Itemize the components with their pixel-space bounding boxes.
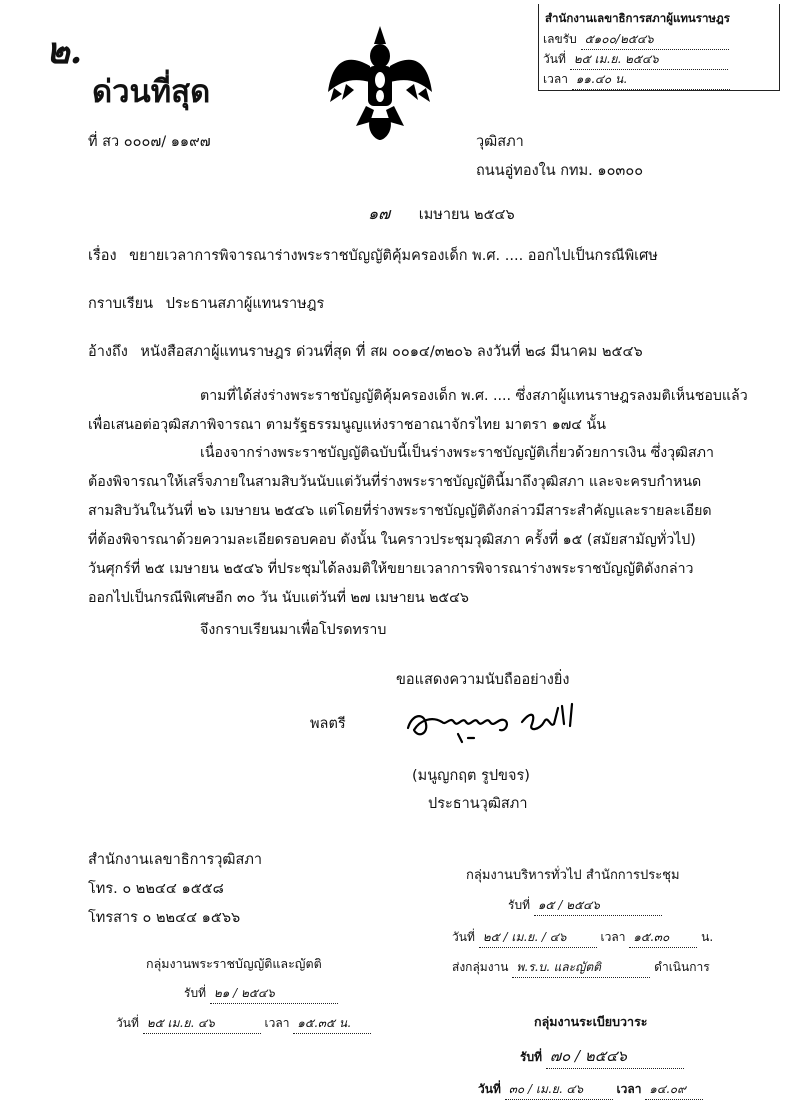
salutation-line: [88, 292, 324, 315]
body-line: เพื่อเสนอต่อวุฒิสภาพิจารณา ตามรัฐธรรมนูญแห่งราชอาณาจักรไทย มาตรา ๑๗๔ นั้น: [88, 417, 606, 433]
stamp-agenda-time-label: เวลา: [616, 1082, 642, 1096]
receipt-stamp-row: [543, 70, 730, 90]
stamp-meeting-received: [508, 896, 662, 916]
receipt-stamp-label: เลขรับ: [543, 32, 577, 46]
document-number: ที่ สว ๐๐๐๗/ ๑๑๙๗: [88, 134, 211, 150]
garuda-emblem: [326, 22, 434, 142]
stamp-bill-received-label: รับที่: [184, 986, 206, 1000]
body-line: ออกไปเป็นกรณีพิเศษอีก ๓๐ วัน นับแต่วันที่ ๒๗ เมษายน ๒๕๔๖: [88, 590, 469, 606]
body-line: ต้องพิจารณาให้เสร็จภายในสามสิบวันนับแต่วันที่ร่างพระราชบัญญัตินี้มาถึงวุฒิสภา และจะครบกำหนด: [88, 474, 702, 490]
stamp-bill-date-label: วันที่: [116, 1016, 139, 1030]
subject-text: ขยายเวลาการพิจารณาร่างพระราชบัญญัติคุ้มครองเด็ก พ.ศ. .... ออกไปเป็นกรณีพิเศษ: [129, 248, 658, 264]
stamp-bill-received: [184, 984, 338, 1004]
reference-label: อ้างถึง: [88, 344, 128, 360]
stamp-agenda-date-label: วันที่: [478, 1082, 501, 1096]
subject-line: [88, 244, 658, 267]
stamp-meeting-send-label: ส่งกลุ่มงาน: [452, 960, 509, 974]
salutation-text: ประธานสภาผู้แทนราษฎร: [165, 296, 325, 312]
stamp-agenda-title: กลุ่มงานระเบียบวาระ: [534, 1014, 648, 1029]
body-line: จึงกราบเรียนมาเพื่อโปรดทราบ: [200, 622, 387, 638]
date-month-year: เมษายน ๒๕๔๖: [418, 207, 515, 223]
stamp-agenda-received-value: ๗๐ / ๒๕๔๖: [546, 1044, 684, 1069]
receipt-stamp-row: [543, 30, 729, 50]
reference-text: หนังสือสภาผู้แทนราษฎร ด่วนที่สุด ที่ สผ ๐๐๑๔/๓๒๐๖ ลงวันที่ ๒๘ มีนาคม ๒๕๔๖: [140, 344, 643, 360]
stamp-meeting-date: [452, 928, 713, 948]
footer-office: สำนักงานเลขาธิการวุฒิสภา: [88, 852, 263, 868]
stamp-meeting-date-label: วันที่: [452, 930, 475, 944]
footer-phone: โทร. ๐ ๒๒๔๔ ๑๕๕๘: [88, 881, 224, 897]
body-line: ที่ต้องพิจารณาด้วยความละเอียดรอบคอบ ดังนั้น ในคราวประชุมวุฒิสภา ครั้งที่ ๑๕ (สมัยสามัญทั่วไป): [88, 532, 696, 548]
stamp-meeting-time-value: ๑๕.๓๐: [629, 928, 697, 948]
date-day: ๑๗: [368, 204, 391, 223]
stamp-agenda-date-value: ๓๐ / เม.ย. ๔๖: [505, 1080, 613, 1100]
stamp-bill-date-value: ๒๕ เม.ย. ๔๖: [143, 1014, 261, 1034]
body-line: ตามที่ได้ส่งร่างพระราชบัญญัติคุ้มครองเด็ก พ.ศ. .... ซึ่งสภาผู้แทนราษฎรลงมติเห็นชอบแล้ว: [200, 388, 748, 404]
signer-rank: พลตรี: [310, 716, 346, 732]
body-line: วันศุกร์ที่ ๒๕ เมษายน ๒๕๔๖ ที่ประชุมได้ลงมติให้ขยายเวลาการพิจารณาร่างพระราชบัญญัติดังกล่าว: [88, 561, 694, 577]
reference-line: [88, 340, 643, 363]
receipt-stamp-label: วันที่: [543, 52, 566, 66]
stamp-bill-date: [116, 1014, 371, 1034]
signer-position: ประธานวุฒิสภา: [428, 796, 528, 812]
stamp-meeting-received-value: ๑๕ / ๒๕๔๖: [534, 896, 662, 916]
stamp-meeting-time-suffix: น.: [701, 930, 714, 944]
stamp-agenda-date: [478, 1080, 703, 1100]
receipt-stamp-value: ๑๑.๔๐ น.: [572, 70, 730, 90]
sender-address: ถนนอู่ทองใน กทม. ๑๐๓๐๐: [476, 163, 644, 179]
stamp-meeting-time-label: เวลา: [600, 930, 626, 944]
corner-handwritten-mark: ๒.: [46, 30, 83, 72]
footer-fax: โทรสาร ๐ ๒๒๔๔ ๑๕๖๖: [88, 910, 241, 926]
stamp-meeting-action-label: ดำเนินการ: [654, 960, 710, 974]
body-line: เนื่องจากร่างพระราชบัญญัติฉบับนี้เป็นร่างพระราชบัญญัติเกี่ยวด้วยการเงิน ซึ่งวุฒิสภา: [200, 445, 714, 461]
stamp-meeting-send: [452, 958, 710, 978]
receipt-stamp-row: [543, 50, 728, 70]
receipt-stamp-top: [538, 4, 780, 91]
stamp-agenda-time-value: ๑๔.๐๙: [645, 1080, 703, 1100]
urgency-heading: ด่วนที่สุด: [92, 74, 211, 110]
receipt-stamp-value: ๒๕ เม.ย. ๒๕๔๖: [570, 50, 728, 70]
stamp-bill-time-label: เวลา: [264, 1016, 290, 1030]
stamp-agenda: [478, 1012, 730, 1102]
closing-phrase: ขอแสดงความนับถืออย่างยิ่ง: [396, 672, 570, 688]
sender-org: วุฒิสภา: [476, 134, 524, 150]
stamp-meeting-received-label: รับที่: [508, 898, 530, 912]
stamp-bill-group: [116, 954, 400, 1044]
receipt-stamp-title: สำนักงานเลขาธิการสภาผู้แทนราษฎร: [545, 11, 730, 25]
handwritten-signature: [402, 694, 602, 750]
receipt-stamp-value: ๕๑๐๐/๒๕๔๖: [581, 30, 729, 50]
body-line: สามสิบวันในวันที่ ๒๖ เมษายน ๒๕๔๖ แต่โดยที่ร่างพระราชบัญญัติดังกล่าวมีสาระสำคัญและรายละเอียด: [88, 503, 712, 519]
stamp-meeting-date-value: ๒๕ / เม.ย. / ๔๖: [479, 928, 597, 948]
stamp-bill-title: กลุ่มงานพระราชบัญญัติและญัตติ: [146, 956, 322, 971]
stamp-bill-time-value: ๑๕.๓๕ น.: [293, 1014, 371, 1034]
stamp-agenda-received-label: รับที่: [520, 1050, 542, 1064]
salutation-label: กราบเรียน: [88, 296, 154, 312]
signer-name: (มนูญกฤต รูปขจร): [412, 768, 530, 784]
receipt-stamp-label: เวลา: [543, 72, 568, 86]
stamp-agenda-received: [520, 1044, 684, 1069]
subject-label: เรื่อง: [88, 248, 117, 264]
stamp-meeting-send-value: พ.ร.บ. และญัตติ: [512, 958, 650, 978]
stamp-meeting-title: กลุ่มงานบริหารทั่วไป สำนักการประชุม: [466, 868, 680, 883]
date-line: [368, 202, 515, 227]
stamp-meeting: [452, 860, 752, 980]
stamp-bill-received-value: ๒๑ / ๒๕๔๖: [210, 984, 338, 1004]
